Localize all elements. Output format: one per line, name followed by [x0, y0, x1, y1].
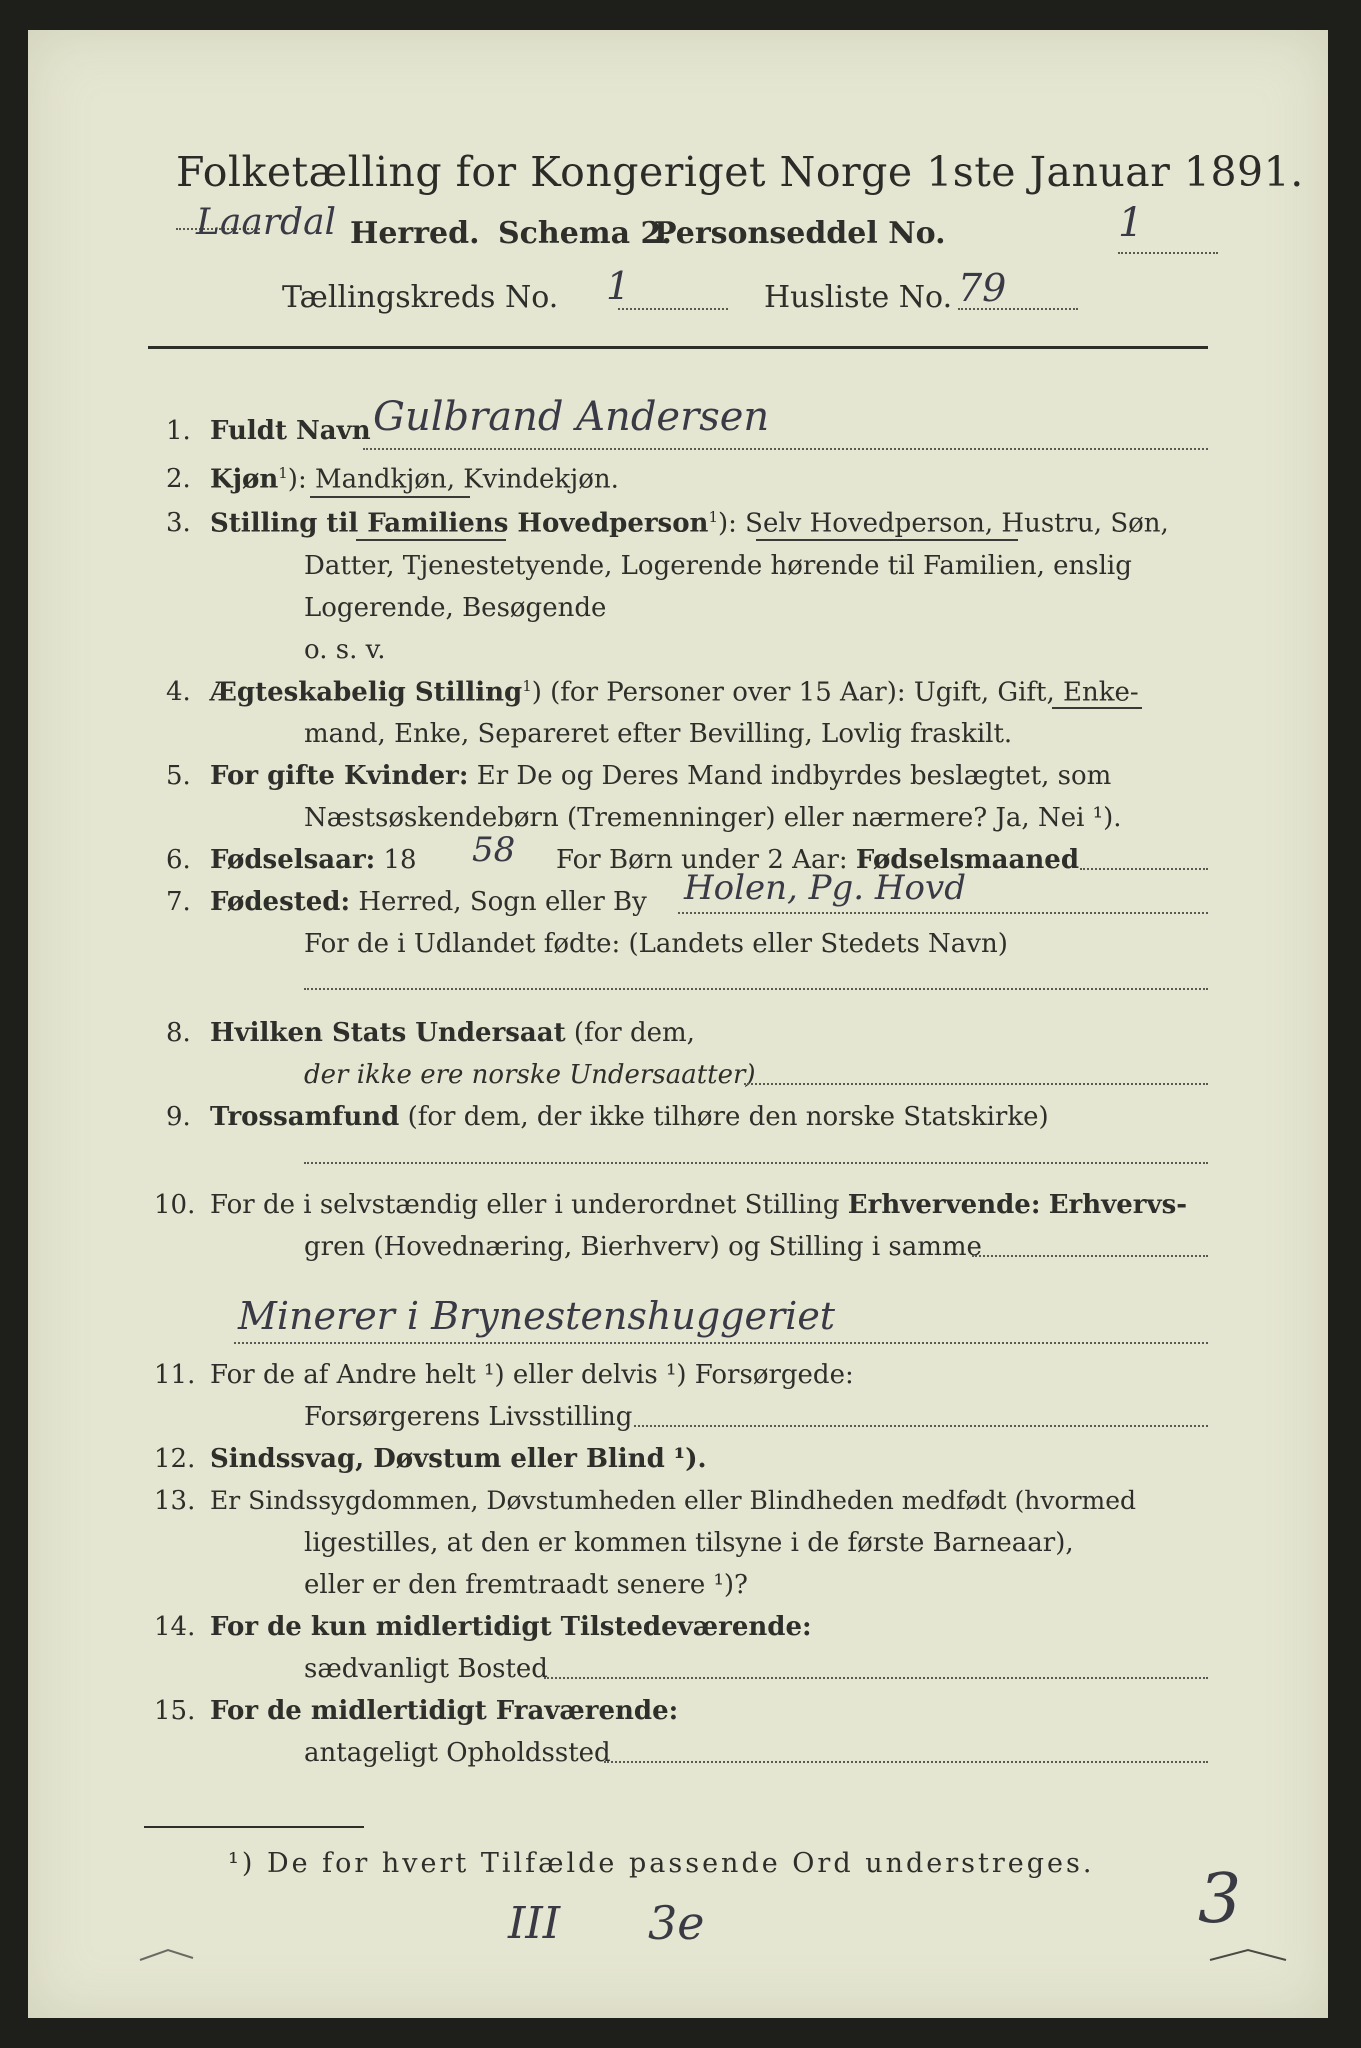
q11-line2: Forsørgerens Livsstilling: [304, 1402, 633, 1432]
q8-line1: [210, 1018, 695, 1048]
q6-label2: Fødselsmaaned: [855, 845, 1080, 875]
q13-line3: eller er den fremtraadt senere ¹)?: [304, 1570, 748, 1600]
q9-label: Trossamfund: [210, 1102, 400, 1132]
q13-number: 13.: [154, 1486, 196, 1516]
q7-dots: [678, 912, 1208, 914]
q7-number: 7.: [166, 887, 191, 917]
q7-label: Fødested:: [210, 887, 351, 917]
q10-label: Erhvervende:: [847, 1190, 1041, 1220]
q3-line1: [210, 508, 1169, 539]
q3-line2: Datter, Tjenestetyende, Logerende hørende til Familien, enslig: [304, 551, 1132, 581]
q6-number: 6.: [166, 845, 191, 875]
q4-label: Ægteskabelig Stilling: [210, 677, 523, 708]
q1-dots: [363, 448, 1208, 450]
q4-gift-underline: [1052, 707, 1142, 709]
q10-dots-2: [234, 1342, 1208, 1344]
q7-dots-2: [304, 988, 1208, 990]
q14-number: 14.: [154, 1612, 196, 1642]
husliste-dots: [958, 308, 1078, 310]
herred-label: Herred.: [350, 216, 480, 251]
q15-line2: antageligt Opholdssted: [304, 1738, 611, 1768]
personseddel-label: Personseddel No.: [654, 216, 946, 251]
code-mark: 3e: [648, 1896, 705, 1950]
q4-text: ) (for Personer over 15 Aar): Ugift, Gift, Enke-: [531, 677, 1139, 708]
census-form-sheet: [28, 30, 1328, 2018]
q8-line2: der ikke ere norske Undersaatter): [304, 1060, 756, 1090]
q2-text: ): Mandkjøn, Kvindekjøn.: [287, 464, 619, 495]
q14-line2: sædvanligt Bosted: [304, 1654, 548, 1684]
q3-line3: Logerende, Besøgende: [304, 593, 607, 623]
q1-label: Fuldt Navn: [210, 416, 371, 446]
q3-label: Stilling til Familiens Hovedperson: [210, 508, 709, 539]
q14-line1: For de kun midlertidigt Tilstedeværende:: [210, 1612, 812, 1642]
q6-label: Fødselsaar:: [210, 845, 376, 875]
q10-label-b: Erhvervs-: [1048, 1190, 1188, 1220]
q2-line: [210, 464, 619, 495]
q5-text: Er De og Deres Mand indbyrdes beslægtet, som: [476, 761, 1112, 791]
q3-sup: 1: [708, 508, 718, 526]
q15-dots: [604, 1761, 1208, 1763]
q13-line1: Er Sindssygdommen, Døvstumheden eller Blindheden medfødt (hvormed: [210, 1486, 1137, 1515]
q3-selv-underline: [756, 539, 1018, 541]
personseddel-number: 1: [1118, 200, 1144, 246]
q10-answer-occupation: Minerer i Brynestenshuggeriet: [238, 1294, 836, 1338]
q10-text: For de i selvstændig eller i underordnet Stilling: [210, 1190, 840, 1220]
q1-number: 1.: [166, 416, 191, 446]
header-rule: [148, 346, 1208, 349]
q7-answer-place: Holen, Pg. Hovd: [684, 868, 966, 908]
q4-sup: 1: [522, 677, 532, 695]
q9-line: [210, 1102, 1049, 1132]
q10-line2: gren (Hovednæring, Bierhverv) og Stilling i samme: [304, 1232, 982, 1262]
husliste-number: 79: [958, 266, 1007, 310]
q5-line2: Næstsøskendebørn (Tremenninger) eller nærmere? Ja, Nei ¹).: [304, 803, 1122, 833]
q5-line1: [210, 761, 1111, 791]
q12-number: 12.: [154, 1444, 196, 1474]
q6-line: [210, 845, 417, 875]
q5-number: 5.: [166, 761, 191, 791]
q6-prefix: 18: [383, 845, 417, 875]
q10-line1: [210, 1190, 1187, 1220]
kreds-dots: [618, 308, 728, 310]
pencil-mark-right: [1208, 1940, 1288, 1980]
roman-numeral-mark: III: [508, 1898, 561, 1949]
footnote: ¹) De for hvert Tilfælde passende Ord understreges.: [228, 1848, 1095, 1879]
q15-line1: For de midlertidigt Fraværende:: [210, 1696, 679, 1726]
kreds-label: Tællingskreds No.: [282, 280, 559, 315]
q2-mandkjon-underline: [310, 496, 470, 498]
q8-number: 8.: [166, 1018, 191, 1048]
q15-number: 15.: [154, 1696, 196, 1726]
pencil-mark-left: [138, 1930, 198, 1970]
form-title: Folketælling for Kongeriget Norge 1ste Januar 1891.: [176, 148, 1304, 196]
q4-number: 4.: [166, 677, 191, 707]
q4-line2: mand, Enke, Separeret efter Bevilling, Lovlig fraskilt.: [304, 719, 1013, 749]
q3-line4: o. s. v.: [304, 635, 386, 665]
q8-label: Hvilken Stats Undersaat: [210, 1018, 566, 1048]
q12-text: Sindssvag, Døvstum eller Blind ¹).: [210, 1444, 707, 1474]
q14-dots: [544, 1677, 1208, 1679]
schema-label: Schema 2.: [498, 216, 672, 251]
q3-familiens-underline: [356, 539, 506, 541]
q2-label: Kjøn: [210, 464, 279, 495]
q5-label: For gifte Kvinder:: [210, 761, 469, 791]
q1-answer-name: Gulbrand Andersen: [373, 394, 770, 440]
q11-line1: For de af Andre helt ¹) eller delvis ¹) Forsørgede:: [210, 1360, 854, 1390]
q7-line2: For de i Udlandet fødte: (Landets eller Stedets Navn): [304, 929, 1008, 959]
q13-line2: ligestilles, at den er kommen tilsyne i de første Barneaar),: [304, 1528, 1074, 1558]
q7-line1: [210, 887, 647, 917]
q8-dots: [744, 1083, 1208, 1085]
q4-line1: [210, 677, 1139, 708]
q9-text: (for dem, der ikke tilhøre den norske Statskirke): [407, 1102, 1049, 1132]
q10-number: 10.: [154, 1190, 196, 1220]
q8-text: (for dem,: [573, 1018, 695, 1048]
q11-number: 11.: [154, 1360, 196, 1390]
q10-dots: [972, 1255, 1208, 1257]
q6-text: For Børn under 2 Aar:: [556, 845, 848, 875]
q6-answer-year: 58: [472, 830, 516, 870]
q2-sup: 1: [278, 464, 288, 482]
q6-dots: [1080, 868, 1208, 870]
q7-text: Herred, Sogn eller By: [358, 887, 647, 917]
q9-dots: [304, 1162, 1208, 1164]
q3-number: 3.: [166, 508, 191, 538]
footnote-rule: [144, 1826, 364, 1828]
q9-number: 9.: [166, 1102, 191, 1132]
kreds-number: 1: [606, 264, 631, 308]
husliste-label: Husliste No.: [764, 280, 953, 315]
q2-number: 2.: [166, 464, 191, 494]
q3-text: ): Selv Hovedperson, Hustru, Søn,: [718, 508, 1169, 539]
personseddel-dots: [1118, 252, 1218, 254]
herred-name: Laardal: [196, 202, 337, 243]
q11-dots: [634, 1425, 1208, 1427]
page-number-mark: 3: [1198, 1860, 1242, 1939]
